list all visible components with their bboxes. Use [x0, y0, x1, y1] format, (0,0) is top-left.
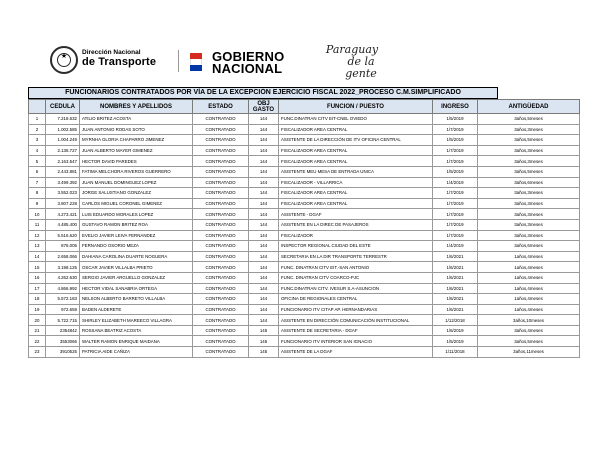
estado-cell: CONTRATADO [193, 230, 249, 241]
name-cell: EVELIO JAVIER LEIVA FERNANDEZ [80, 230, 193, 241]
cedula-cell: 3.807.228 [46, 198, 80, 209]
cedula-cell: 3.499.392 [46, 177, 80, 188]
estado-cell: CONTRATADO [193, 156, 249, 167]
ingreso-cell: 1/6/2021 [433, 272, 478, 283]
obj-gasto-cell: 144 [249, 124, 279, 135]
obj-gasto-cell: 144 [249, 251, 279, 262]
name-cell: HECTOR VIDAL SANABRIA ORTEGA [80, 283, 193, 294]
cedula-cell: 5.722.715 [46, 315, 80, 326]
funcion-cell: FISCALIZADOR AREA CENTRAL [279, 124, 433, 135]
estado-cell: CONTRATADO [193, 336, 249, 347]
obj-gasto-cell: 144 [249, 241, 279, 252]
obj-gasto-cell: 144 [249, 315, 279, 326]
table-row [29, 209, 580, 220]
cedula-cell: 2.136.727 [46, 145, 80, 156]
funcion-cell: OFICINA DE REGIONALES CENTRAL [279, 294, 433, 305]
header-cell-name: NOMBRES Y APELLIDOS [80, 100, 193, 114]
antiguedad-cell: 3años,3meses [478, 230, 580, 241]
cedula-cell: 876.005 [46, 241, 80, 252]
row-number: 16 [29, 272, 46, 283]
cedula-cell: 4.485.400 [46, 219, 80, 230]
funcion-cell: FUNC.DINATRAN CITV. IVESUR S.A-ASUNCION [279, 283, 433, 294]
antiguedad-cell: 1años,4meses [478, 283, 580, 294]
estado-cell: CONTRATADO [193, 135, 249, 146]
funcion-cell: FISCALIZADOR - VILLARRICA [279, 177, 433, 188]
table-row [29, 135, 580, 146]
slogan-line1: Paraguay [325, 43, 379, 56]
funcion-cell: FISCALIZADOR AREA CENTRAL [279, 145, 433, 156]
logo-separator [178, 50, 179, 72]
antiguedad-cell: 1años,4meses [478, 304, 580, 315]
row-number: 1 [29, 114, 46, 125]
name-cell: BADEN ALDERETE [80, 304, 193, 315]
cedula-cell: 972.659 [46, 304, 80, 315]
funcion-cell: FISCALIZADOR AREA CENTRAL [279, 198, 433, 209]
obj-gasto-cell: 144 [249, 198, 279, 209]
funcion-cell: ASISTENTE DE LA DGAF [279, 347, 433, 358]
row-number: 17 [29, 283, 46, 294]
cedula-cell: 3910525 [46, 347, 80, 358]
cedula-cell: 5.572.183 [46, 294, 80, 305]
antiguedad-cell: 3años,3meses [478, 198, 580, 209]
obj-gasto-cell: 144 [249, 156, 279, 167]
name-cell: PATRICIA AIDE CAÑIZA [80, 347, 193, 358]
antiguedad-cell: 3años,11meses [478, 347, 580, 358]
cedula-cell: 3553066 [46, 336, 80, 347]
estado-cell: CONTRATADO [193, 294, 249, 305]
gob-logo-line2: NACIONAL [212, 61, 283, 76]
table-row [29, 156, 580, 167]
header-cell-obj-gasto: OBJ GASTO [249, 100, 279, 114]
antiguedad-cell: 3años,3meses [478, 219, 580, 230]
obj-gasto-cell: 144 [249, 230, 279, 241]
header-cell-number [29, 100, 46, 114]
table-row [29, 166, 580, 177]
table-row [29, 177, 580, 188]
staff-table [28, 99, 580, 358]
table-row [29, 145, 580, 156]
ingreso-cell: 1/5/2019 [433, 114, 478, 125]
dnt-logo [82, 49, 156, 68]
row-number: 19 [29, 304, 46, 315]
antiguedad-cell: 3años,5meses [478, 336, 580, 347]
antiguedad-cell: 3años,3meses [478, 209, 580, 220]
table-row [29, 230, 580, 241]
table-row [29, 283, 580, 294]
row-number: 11 [29, 219, 46, 230]
row-number: 12 [29, 230, 46, 241]
table-header-row [29, 100, 580, 114]
funcion-cell: INSPECTOR REGIONAL CIUDAD DEL ESTE [279, 241, 433, 252]
antiguedad-cell: 3años,3meses [478, 145, 580, 156]
obj-gasto-cell: 144 [249, 135, 279, 146]
name-cell: MYRNHA GLORIA CHAPARRO JIMENEZ [80, 135, 193, 146]
name-cell: HECTOR DAVID PAREDES [80, 156, 193, 167]
cedula-cell: 4.866.992 [46, 283, 80, 294]
name-cell: JUAN ANTONIO RODAS SOTO [80, 124, 193, 135]
antiguedad-cell: 3años,3meses [478, 156, 580, 167]
cedula-cell: 2354842 [46, 325, 80, 336]
cedula-cell: 3.198.125 [46, 262, 80, 273]
dnt-logo-line1: Dirección Nacional [82, 49, 141, 56]
estado-cell: CONTRATADO [193, 114, 249, 125]
row-number: 15 [29, 262, 46, 273]
paraguay-flag-icon [190, 53, 202, 71]
estado-cell: CONTRATADO [193, 209, 249, 220]
name-cell: NELSON ALBERTO BARRETO VILLALBA [80, 294, 193, 305]
table-row [29, 315, 580, 326]
funcion-cell: FUNC. DINATRAN CITV EIT.-SAN ANTONIO [279, 262, 433, 273]
ingreso-cell: 1/7/2019 [433, 209, 478, 220]
funcion-cell: ASISTENTE EN LA DIREC DE PASAJEROS [279, 219, 433, 230]
header-cell-cedula: CEDULA [46, 100, 80, 114]
ingreso-cell: 1/5/2019 [433, 135, 478, 146]
antiguedad-cell: 1años,4meses [478, 262, 580, 273]
ingreso-cell: 1/6/2019 [433, 325, 478, 336]
name-cell: FERNANDO OSORIO MEZA [80, 241, 193, 252]
row-number: 13 [29, 241, 46, 252]
name-cell: FATIMA MELCHORA RIVEROS GUERRERO [80, 166, 193, 177]
antiguedad-cell: 3años,3meses [478, 124, 580, 135]
obj-gasto-cell: 144 [249, 209, 279, 220]
estado-cell: CONTRATADO [193, 283, 249, 294]
estado-cell: CONTRATADO [193, 219, 249, 230]
header-cell-estado: ESTADO [193, 100, 249, 114]
ingreso-cell: 1/4/2019 [433, 177, 478, 188]
ingreso-cell: 1/5/2019 [433, 336, 478, 347]
document-title: FUNCIONARIOS CONTRATADOS POR VÍA DE LA EXCEPCIÓN EJERCICIO FISCAL 2022_PROCESO C.M.SIMPLIFICADO [28, 87, 498, 99]
ingreso-cell: 1/12/2018 [433, 315, 478, 326]
ingreso-cell: 1/7/2019 [433, 124, 478, 135]
name-cell: ATILIO BRITEZ ACOSTA [80, 114, 193, 125]
row-number: 20 [29, 315, 46, 326]
ingreso-cell: 1/7/2019 [433, 188, 478, 199]
row-number: 8 [29, 188, 46, 199]
row-number: 14 [29, 251, 46, 262]
ingreso-cell: 1/7/2019 [433, 145, 478, 156]
header-cell-funcion: FUNCION / PUESTO [279, 100, 433, 114]
funcion-cell: ASISTENTE DE SECRETARIA - DGAF [279, 325, 433, 336]
obj-gasto-cell: 145 [249, 325, 279, 336]
row-number: 3 [29, 135, 46, 146]
estado-cell: CONTRATADO [193, 347, 249, 358]
estado-cell: CONTRATADO [193, 304, 249, 315]
dnt-logo-line2: de Transporte [82, 56, 157, 68]
ingreso-cell: 1/4/2019 [433, 241, 478, 252]
antiguedad-cell: 1años,4meses [478, 272, 580, 283]
estado-cell: CONTRATADO [193, 177, 249, 188]
row-number: 5 [29, 156, 46, 167]
ingreso-cell: 1/7/2019 [433, 198, 478, 209]
row-number: 4 [29, 145, 46, 156]
antiguedad-cell: 3años,5meses [478, 166, 580, 177]
table-row [29, 251, 580, 262]
slogan-line2: de la gente [345, 55, 377, 80]
name-cell: CARLOS MIGUEL CORONEL GIMENEZ [80, 198, 193, 209]
cedula-cell: 7.218.632 [46, 114, 80, 125]
obj-gasto-cell: 144 [249, 166, 279, 177]
name-cell: SHIRLEY ELIZABETH MAREECO VILLAGRA [80, 315, 193, 326]
table-row [29, 336, 580, 347]
ingreso-cell: 1/6/2021 [433, 251, 478, 262]
name-cell: SERGIO JAVIER ARGUELLO GONZALEZ [80, 272, 193, 283]
ingreso-cell: 1/7/2019 [433, 230, 478, 241]
name-cell: OSCAR JAVIER VILLALBA PRIETO [80, 262, 193, 273]
funcion-cell: FUNCIONARIO ITV CITAP AP. HERNANDARIAS [279, 304, 433, 315]
antiguedad-cell: 1años,4meses [478, 251, 580, 262]
estado-cell: CONTRATADO [193, 262, 249, 273]
cedula-cell: 3.552.023 [46, 188, 80, 199]
funcion-cell: SECRETARIA EN LA DIR TRANSPORTE TERRESTR [279, 251, 433, 262]
header-cell-antiguedad: ANTIGÜEDAD [478, 100, 580, 114]
ingreso-cell: 1/11/2018 [433, 347, 478, 358]
antiguedad-cell: 3años,4meses [478, 325, 580, 336]
row-number: 22 [29, 336, 46, 347]
antiguedad-cell: 3años,3meses [478, 188, 580, 199]
obj-gasto-cell: 144 [249, 177, 279, 188]
table-row [29, 198, 580, 209]
gob-logo-line1: GOBIERNO [212, 49, 285, 64]
header-cell-ingreso: INGRESO [433, 100, 478, 114]
estado-cell: CONTRATADO [193, 198, 249, 209]
funcion-cell: FUNCIONARIO ITV INTERIOR SAN IGNACIO [279, 336, 433, 347]
cedula-cell: 4.262.630 [46, 272, 80, 283]
obj-gasto-cell: 144 [249, 262, 279, 273]
row-number: 2 [29, 124, 46, 135]
row-number: 23 [29, 347, 46, 358]
cedula-cell: 1.002.585 [46, 124, 80, 135]
table-row [29, 304, 580, 315]
cedula-cell: 2.443.881 [46, 166, 80, 177]
national-seal-icon [50, 46, 78, 74]
cedula-cell: 5.516.620 [46, 230, 80, 241]
cedula-cell: 2.658.066 [46, 251, 80, 262]
obj-gasto-cell: 144 [249, 304, 279, 315]
table-row [29, 272, 580, 283]
row-number: 21 [29, 325, 46, 336]
funcion-cell: FISCALIZADOR AREA CENTRAL [279, 156, 433, 167]
estado-cell: CONTRATADO [193, 124, 249, 135]
row-number: 6 [29, 166, 46, 177]
funcion-cell: FISCALIZADOR AREA CENTRAL [279, 188, 433, 199]
table-row [29, 219, 580, 230]
name-cell: JUAN ALBERTO MAYER GIMENEZ [80, 145, 193, 156]
estado-cell: CONTRATADO [193, 251, 249, 262]
table-row [29, 124, 580, 135]
name-cell: JORGE SALUSTIANO GONZALEZ [80, 188, 193, 199]
obj-gasto-cell: 144 [249, 294, 279, 305]
cedula-cell: 1.004.249 [46, 135, 80, 146]
row-number: 10 [29, 209, 46, 220]
row-number: 7 [29, 177, 46, 188]
ingreso-cell: 1/6/2021 [433, 294, 478, 305]
ingreso-cell: 1/6/2021 [433, 283, 478, 294]
table-row [29, 241, 580, 252]
funcion-cell: ASISTENTE DE LA DIRECCIÓN DE ITV OFICINA CENTRAL [279, 135, 433, 146]
ingreso-cell: 1/6/2021 [433, 262, 478, 273]
funcion-cell: ASISTENTE MEU MESA DE ENTRADA UNICA [279, 166, 433, 177]
table-row [29, 347, 580, 358]
name-cell: GUSTAVO RAMON BRITEZ ROA [80, 219, 193, 230]
funcion-cell: ASISTENTE EN DIRECCIÓN COMUNICACIÓN INSTITUCIONAL [279, 315, 433, 326]
name-cell: LUIS EDUARDO MORALES LOPEZ [80, 209, 193, 220]
ingreso-cell: 1/7/2019 [433, 156, 478, 167]
name-cell: JUAN MANUEL DOMINGUEZ LOPEZ [80, 177, 193, 188]
name-cell: ROSSANA BEATRIZ ACOSTA [80, 325, 193, 336]
estado-cell: CONTRATADO [193, 145, 249, 156]
antiguedad-cell: 3años,6meses [478, 241, 580, 252]
estado-cell: CONTRATADO [193, 188, 249, 199]
obj-gasto-cell: 144 [249, 114, 279, 125]
obj-gasto-cell: 145 [249, 336, 279, 347]
antiguedad-cell: 3años,10meses [478, 315, 580, 326]
gobierno-nacional-logo [212, 51, 284, 75]
table-row [29, 325, 580, 336]
estado-cell: CONTRATADO [193, 315, 249, 326]
antiguedad-cell: 3años,5meses [478, 135, 580, 146]
obj-gasto-cell: 144 [249, 272, 279, 283]
funcion-cell: FISCALIZADOR [279, 230, 433, 241]
table-row [29, 114, 580, 125]
row-number: 9 [29, 198, 46, 209]
name-cell: WALTER RAMON ENRIQUE MAIDANA [80, 336, 193, 347]
obj-gasto-cell: 144 [249, 219, 279, 230]
funcion-cell: FUNC.DINATRAN CITV EIT-CNEL OVIEDO [279, 114, 433, 125]
estado-cell: CONTRATADO [193, 166, 249, 177]
name-cell: DAHIANA CAROLINA DUARTE NOGUERA [80, 251, 193, 262]
seal-star: ★ [60, 53, 68, 60]
obj-gasto-cell: 145 [249, 347, 279, 358]
table-row [29, 188, 580, 199]
antiguedad-cell: 1años,4meses [478, 294, 580, 305]
estado-cell: CONTRATADO [193, 325, 249, 336]
obj-gasto-cell: 144 [249, 283, 279, 294]
obj-gasto-cell: 144 [249, 145, 279, 156]
table-row [29, 294, 580, 305]
table-body [29, 114, 580, 358]
funcion-cell: ASISTENTE - DGAF [279, 209, 433, 220]
antiguedad-cell: 3años,6meses [478, 177, 580, 188]
obj-gasto-cell: 144 [249, 188, 279, 199]
ingreso-cell: 1/6/2021 [433, 304, 478, 315]
table-row [29, 262, 580, 273]
cedula-cell: 4.273.421 [46, 209, 80, 220]
row-number: 18 [29, 294, 46, 305]
cedula-cell: 2.163.547 [46, 156, 80, 167]
paraguay-de-la-gente-logo [312, 44, 392, 80]
estado-cell: CONTRATADO [193, 241, 249, 252]
letterhead [0, 0, 600, 84]
funcion-cell: FUNC. DINATRAN CITV COARCO-PJC [279, 272, 433, 283]
estado-cell: CONTRATADO [193, 272, 249, 283]
antiguedad-cell: 3años,5meses [478, 114, 580, 125]
ingreso-cell: 1/7/2019 [433, 219, 478, 230]
ingreso-cell: 1/5/2019 [433, 166, 478, 177]
